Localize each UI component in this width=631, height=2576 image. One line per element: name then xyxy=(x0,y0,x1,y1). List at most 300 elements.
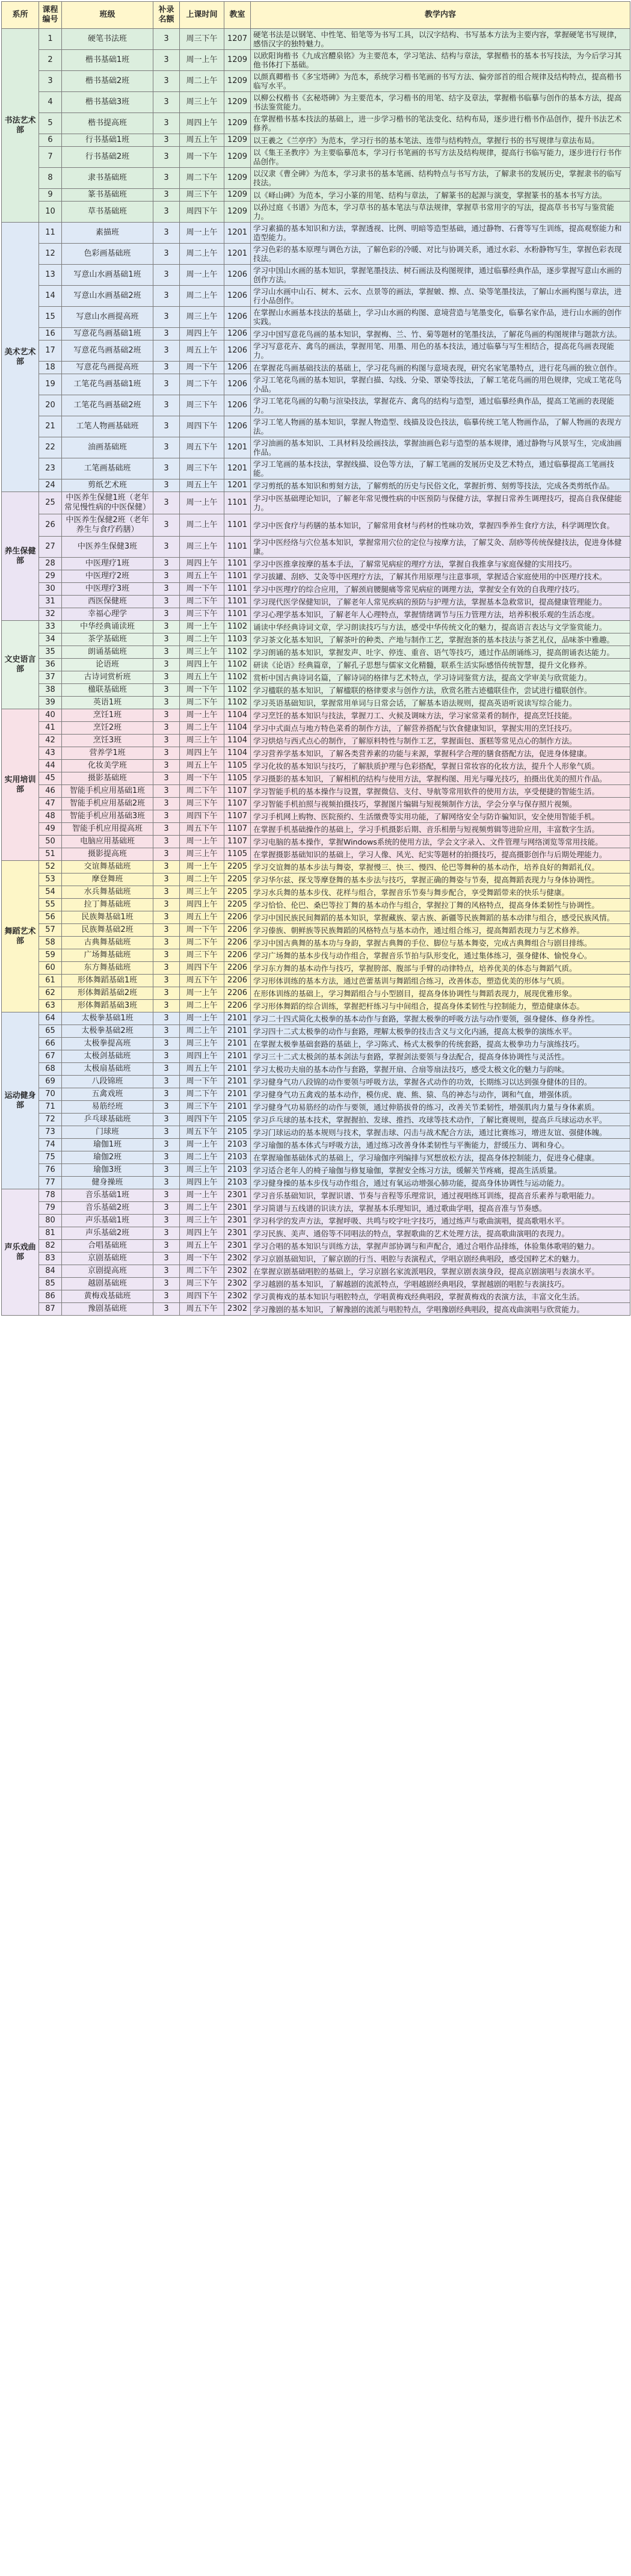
header-time: 上课时间 xyxy=(180,2,224,29)
table-row xyxy=(2,71,630,92)
cell-quota: 3 xyxy=(153,1101,180,1114)
cell-room: 1206 xyxy=(224,374,251,395)
cell-time: 周四下午 xyxy=(180,202,224,223)
cell-content: 学习音乐基础知识，掌握识谱、节奏与音程等乐理常识，通过视唱练耳训练，提高音乐素养与歌唱能力。 xyxy=(251,1189,630,1202)
cell-content: 学习写意花卉、禽鸟的画法，掌握用笔、用墨、用色的基本技法，通过临摹与写生相结合，提高花鸟画表现能力。 xyxy=(251,340,630,362)
cell-content: 学习健身气功八段锦的动作要领与呼吸方法，掌握各式动作的功效，长期练习以达到强身健体的目的。 xyxy=(251,1076,630,1088)
cell-class-name: 行书基础1班 xyxy=(62,134,153,147)
cell-class-name: 中医养生保健3班 xyxy=(62,537,153,558)
table-row xyxy=(2,1139,630,1151)
cell-time: 周一上午 xyxy=(180,492,224,514)
cell-quota: 3 xyxy=(153,570,180,583)
cell-content: 以欧阳询楷书《九成宫醴泉铭》为主要范本，学习笔法、结构与章法，掌握楷书的基本书写技法，为今后学习其他书体打下基础。 xyxy=(251,50,630,71)
cell-course-id: 5 xyxy=(39,113,62,134)
cell-class-name: 水兵舞基础班 xyxy=(62,886,153,899)
cell-course-id: 72 xyxy=(39,1114,62,1126)
cell-time: 周三下午 xyxy=(180,395,224,416)
cell-room: 1201 xyxy=(224,458,251,479)
cell-content: 学习健身气功易筋经的动作与要领，通过伸筋拔骨的练习，改善关节柔韧性，增强肌肉力量与身体素质。 xyxy=(251,1101,630,1114)
table-row xyxy=(2,911,630,924)
table-row xyxy=(2,307,630,328)
cell-class-name: 民族舞基础1班 xyxy=(62,911,153,924)
cell-time: 周五下午 xyxy=(180,1303,224,1316)
cell-room: 1209 xyxy=(224,92,251,113)
cell-quota: 3 xyxy=(153,899,180,911)
table-row xyxy=(2,1000,630,1012)
cell-content: 学习健身操的基本步伐与动作组合，通过有氧运动增强心肺功能，提高身体协调性与运动能力。 xyxy=(251,1177,630,1189)
cell-class-name: 音乐基础1班 xyxy=(62,1189,153,1202)
cell-room: 1107 xyxy=(224,785,251,798)
cell-course-id: 42 xyxy=(39,735,62,747)
cell-room: 2101 xyxy=(224,1088,251,1101)
cell-course-id: 31 xyxy=(39,596,62,608)
cell-quota: 3 xyxy=(153,874,180,886)
cell-content: 学习交谊舞的基本步法与舞姿，掌握慢三、快三、慢四、伦巴等舞种的基本动作，培养良好的舞蹈礼仪。 xyxy=(251,861,630,874)
cell-room: 2103 xyxy=(224,1164,251,1177)
cell-course-id: 8 xyxy=(39,168,62,189)
cell-time: 周二下午 xyxy=(180,785,224,798)
cell-class-name: 写意花鸟画提高班 xyxy=(62,362,153,374)
cell-quota: 3 xyxy=(153,1202,180,1215)
cell-content: 学习乒乓球的基本技术，掌握握拍、发球、推挡、攻球等技术动作，了解比赛规则，提高乒乓球运动水平。 xyxy=(251,1114,630,1126)
header-row xyxy=(2,2,630,29)
cell-class-name: 太极剑基础班 xyxy=(62,1050,153,1063)
cell-room: 1206 xyxy=(224,340,251,362)
table-row xyxy=(2,265,630,286)
cell-content: 学习摄影的基本知识，了解相机的结构与使用方法，掌握构图、用光与曝光技巧，拍摄出优美的照片作品。 xyxy=(251,772,630,785)
cell-course-id: 75 xyxy=(39,1151,62,1164)
cell-room: 2302 xyxy=(224,1253,251,1265)
cell-room: 1107 xyxy=(224,810,251,823)
cell-quota: 3 xyxy=(153,374,180,395)
cell-quota: 3 xyxy=(153,328,180,340)
cell-course-id: 3 xyxy=(39,71,62,92)
cell-class-name: 色彩画基础班 xyxy=(62,244,153,265)
cell-class-name: 烹饪3班 xyxy=(62,735,153,747)
cell-class-name: 篆书基础班 xyxy=(62,189,153,202)
cell-content: 学习化妆的基本知识与技巧，了解肤质护理与色彩搭配，掌握日常妆容的化妆方法，提升个人形象气质。 xyxy=(251,760,630,772)
cell-course-id: 40 xyxy=(39,709,62,722)
cell-course-id: 1 xyxy=(39,29,62,50)
cell-room: 2101 xyxy=(224,1012,251,1025)
cell-department: 舞蹈艺术部 xyxy=(2,861,39,1012)
cell-class-name: 智能手机应用基础3班 xyxy=(62,810,153,823)
cell-quota: 3 xyxy=(153,537,180,558)
cell-content: 学习形体训练的基本方法，通过芭蕾基训与舞蹈组合练习，改善体态，塑造优美的形体与气质。 xyxy=(251,975,630,987)
cell-time: 周三上午 xyxy=(180,735,224,747)
cell-time: 周二上午 xyxy=(180,722,224,735)
table-row xyxy=(2,1088,630,1101)
table-row xyxy=(2,861,630,874)
cell-class-name: 瑜伽1班 xyxy=(62,1139,153,1151)
cell-course-id: 30 xyxy=(39,583,62,596)
cell-room: 1206 xyxy=(224,362,251,374)
cell-course-id: 53 xyxy=(39,874,62,886)
table-row xyxy=(2,479,630,492)
cell-content: 在掌握花鸟画基础技法的基础上，学习花鸟画的构图与意境表现，研究名家笔墨特点，进行花鸟画的独立创作。 xyxy=(251,362,630,374)
cell-time: 周三下午 xyxy=(180,1101,224,1114)
cell-quota: 3 xyxy=(153,168,180,189)
cell-time: 周二上午 xyxy=(180,874,224,886)
cell-quota: 3 xyxy=(153,514,180,537)
cell-quota: 3 xyxy=(153,437,180,458)
cell-time: 周三下午 xyxy=(180,29,224,50)
cell-content: 学习水兵舞的基本步伐、花样与组合，掌握音乐节奏与舞步配合，享受舞蹈带来的快乐与健康。 xyxy=(251,886,630,899)
table-row xyxy=(2,671,630,684)
table-row xyxy=(2,1025,630,1038)
cell-class-name: 中医养生保健1班（老年常见慢性病的中医保健） xyxy=(62,492,153,514)
cell-content: 学习剪纸的基本知识和剪刻方法，了解剪纸的历史与民俗文化，掌握折剪、刻剪等技法，完成各类剪纸作品。 xyxy=(251,479,630,492)
cell-course-id: 22 xyxy=(39,437,62,458)
cell-content: 学习中医经络与穴位基本知识，掌握常用穴位的定位与按摩方法，了解艾灸、刮痧等传统保健技法，促进身体健康。 xyxy=(251,537,630,558)
cell-course-id: 85 xyxy=(39,1278,62,1290)
cell-course-id: 19 xyxy=(39,374,62,395)
cell-room: 1201 xyxy=(224,479,251,492)
cell-course-id: 10 xyxy=(39,202,62,223)
cell-room: 2302 xyxy=(224,1265,251,1278)
cell-quota: 3 xyxy=(153,735,180,747)
header-quota: 补录名额 xyxy=(153,2,180,29)
cell-time: 周三上午 xyxy=(180,646,224,659)
table-row xyxy=(2,492,630,514)
cell-course-id: 68 xyxy=(39,1063,62,1076)
cell-course-id: 71 xyxy=(39,1101,62,1114)
cell-room: 1107 xyxy=(224,823,251,836)
cell-class-name: 越剧基础班 xyxy=(62,1278,153,1290)
table-row xyxy=(2,874,630,886)
cell-content: 学习素描的基本知识和方法，掌握透视、比例、明暗等造型基础，通过静物、石膏等写生训练，提高观察能力和造型能力。 xyxy=(251,223,630,244)
cell-room: 1209 xyxy=(224,71,251,92)
cell-content: 在掌握京剧基础唱腔的基础上，学习京剧名家流派唱段，掌握京剧表演身段，提高京剧演唱与表演水平。 xyxy=(251,1265,630,1278)
cell-room: 2206 xyxy=(224,924,251,937)
table-row xyxy=(2,1114,630,1126)
cell-content: 在掌握手机基础操作的基础上，学习手机摄影后期、音乐相册与短视频剪辑等进阶应用，丰富数字生活。 xyxy=(251,823,630,836)
cell-class-name: 西医保健班 xyxy=(62,596,153,608)
cell-course-id: 21 xyxy=(39,416,62,437)
cell-course-id: 23 xyxy=(39,458,62,479)
cell-room: 1102 xyxy=(224,621,251,633)
cell-class-name: 幸福心理学 xyxy=(62,608,153,621)
cell-quota: 3 xyxy=(153,924,180,937)
cell-department: 实用培训部 xyxy=(2,709,39,861)
cell-class-name: 交谊舞基础班 xyxy=(62,861,153,874)
cell-room: 1206 xyxy=(224,328,251,340)
cell-content: 以《峄山碑》为范本，学习小篆的用笔、结构与章法，了解篆书的起源与演变，掌握篆书的基本书写方法。 xyxy=(251,189,630,202)
cell-room: 1104 xyxy=(224,709,251,722)
cell-content: 学习中国写意花鸟画的基本知识，掌握梅、兰、竹、菊等题材的笔墨技法，了解花鸟画的构图规律与题款方法。 xyxy=(251,328,630,340)
cell-content: 学习科学的发声方法，掌握呼吸、共鸣与咬字吐字技巧，通过练声与歌曲演唱，提高歌唱水平。 xyxy=(251,1215,630,1227)
cell-content: 学习黄梅戏的基本知识与唱腔特点，学唱黄梅戏经典唱段，掌握黄梅戏的表演方法，丰富文化生活。 xyxy=(251,1290,630,1303)
cell-quota: 3 xyxy=(153,1177,180,1189)
cell-quota: 3 xyxy=(153,223,180,244)
cell-content: 赏析中国古典诗词名篇，了解诗词的格律与艺术特点，学习诗词鉴赏方法，提高文学审美与欣赏能力。 xyxy=(251,671,630,684)
table-row xyxy=(2,558,630,570)
cell-time: 周二上午 xyxy=(180,244,224,265)
table-row xyxy=(2,975,630,987)
cell-class-name: 楷书基础1班 xyxy=(62,50,153,71)
cell-content: 学习拔罐、刮痧、艾灸等中医理疗方法，了解其作用原理与注意事项，掌握适合家庭使用的中医理疗技术。 xyxy=(251,570,630,583)
cell-course-id: 20 xyxy=(39,395,62,416)
cell-room: 2301 xyxy=(224,1189,251,1202)
cell-content: 学习工笔花鸟画的勾勒与渲染技法，掌握花卉、禽鸟的结构与造型，通过临摹经典作品，提高工笔画的表现能力。 xyxy=(251,395,630,416)
table-row xyxy=(2,760,630,772)
cell-course-id: 45 xyxy=(39,772,62,785)
cell-room: 2101 xyxy=(224,1025,251,1038)
cell-class-name: 瑜伽3班 xyxy=(62,1164,153,1177)
cell-quota: 3 xyxy=(153,975,180,987)
cell-room: 2301 xyxy=(224,1240,251,1253)
cell-time: 周四下午 xyxy=(180,1114,224,1126)
cell-class-name: 行书基础2班 xyxy=(62,147,153,168)
cell-course-id: 6 xyxy=(39,134,62,147)
cell-quota: 3 xyxy=(153,785,180,798)
cell-quota: 3 xyxy=(153,1088,180,1101)
cell-room: 1209 xyxy=(224,147,251,168)
cell-time: 周三上午 xyxy=(180,92,224,113)
cell-time: 周一上午 xyxy=(180,1012,224,1025)
cell-course-id: 33 xyxy=(39,621,62,633)
cell-content: 在掌握摄影基础知识的基础上，学习人像、风光、纪实等题材的拍摄技巧，提高摄影创作与后期处理能力。 xyxy=(251,848,630,861)
cell-content: 学习色彩的基本原理与调色方法，了解色彩的冷暖、对比与协调关系，通过水彩、水粉静物写生，掌握色彩表现技法。 xyxy=(251,244,630,265)
cell-room: 1102 xyxy=(224,646,251,659)
cell-room: 2205 xyxy=(224,899,251,911)
cell-course-id: 78 xyxy=(39,1189,62,1202)
cell-time: 周五上午 xyxy=(180,340,224,362)
cell-course-id: 35 xyxy=(39,646,62,659)
cell-class-name: 素描班 xyxy=(62,223,153,244)
cell-content: 学习中医食疗与药膳的基本知识，了解常用食材与药材的性味功效，掌握四季养生食疗方法，科学调理饮食。 xyxy=(251,514,630,537)
cell-time: 周二下午 xyxy=(180,697,224,709)
table-row xyxy=(2,168,630,189)
cell-content: 学习烘焙与西式点心的制作，了解原料特性与制作工艺，掌握面包、蛋糕等常见点心的制作方法。 xyxy=(251,735,630,747)
cell-time: 周三下午 xyxy=(180,458,224,479)
cell-class-name: 油画基础班 xyxy=(62,437,153,458)
table-row xyxy=(2,362,630,374)
table-row xyxy=(2,1151,630,1164)
cell-room: 1101 xyxy=(224,596,251,608)
table-row xyxy=(2,1164,630,1177)
cell-quota: 3 xyxy=(153,479,180,492)
cell-room: 1102 xyxy=(224,697,251,709)
table-row xyxy=(2,798,630,810)
cell-quota: 3 xyxy=(153,722,180,735)
cell-class-name: 五禽戏班 xyxy=(62,1088,153,1101)
cell-quota: 3 xyxy=(153,1278,180,1290)
cell-class-name: 工笔花鸟画基础2班 xyxy=(62,395,153,416)
cell-time: 周一上午 xyxy=(180,1139,224,1151)
cell-course-id: 38 xyxy=(39,684,62,697)
cell-time: 周五上午 xyxy=(180,134,224,147)
cell-content: 学习营养学基本知识，了解各类营养素的功能与来源，掌握科学合理的膳食搭配方法，促进身体健康。 xyxy=(251,747,630,760)
cell-course-id: 76 xyxy=(39,1164,62,1177)
cell-time: 周五上午 xyxy=(180,570,224,583)
cell-quota: 3 xyxy=(153,823,180,836)
cell-quota: 3 xyxy=(153,798,180,810)
cell-content: 在掌握瑜伽基础体式的基础上，学习瑜伽序列编排与冥想放松方法，提高身体控制能力，促进身心健康。 xyxy=(251,1151,630,1164)
table-row xyxy=(2,570,630,583)
cell-room: 2206 xyxy=(224,975,251,987)
cell-course-id: 37 xyxy=(39,671,62,684)
cell-class-name: 智能手机应用基础2班 xyxy=(62,798,153,810)
cell-class-name: 声乐基础2班 xyxy=(62,1227,153,1240)
cell-class-name: 营养学1班 xyxy=(62,747,153,760)
cell-room: 1105 xyxy=(224,760,251,772)
cell-time: 周五下午 xyxy=(180,1126,224,1139)
table-row xyxy=(2,937,630,949)
cell-course-id: 18 xyxy=(39,362,62,374)
cell-course-id: 80 xyxy=(39,1215,62,1227)
cell-room: 2101 xyxy=(224,1038,251,1050)
cell-class-name: 写意花鸟画基础2班 xyxy=(62,340,153,362)
cell-class-name: 楷书基础2班 xyxy=(62,71,153,92)
cell-content: 以柳公权楷书《玄秘塔碑》为主要范本，学习楷书的用笔、结字及章法，掌握楷书临摹与创作的基本方法，提高书法鉴赏能力。 xyxy=(251,92,630,113)
cell-room: 2105 xyxy=(224,1114,251,1126)
cell-class-name: 烹饪2班 xyxy=(62,722,153,735)
cell-class-name: 豫剧基础班 xyxy=(62,1303,153,1316)
cell-time: 周二上午 xyxy=(180,633,224,646)
cell-quota: 3 xyxy=(153,886,180,899)
cell-content: 学习英语基础知识，掌握常用单词与日常会话，了解基本语法规则，提高英语听说读写综合能力。 xyxy=(251,697,630,709)
cell-course-id: 13 xyxy=(39,265,62,286)
cell-room: 2205 xyxy=(224,861,251,874)
cell-time: 周五上午 xyxy=(180,1240,224,1253)
table-row xyxy=(2,810,630,823)
cell-class-name: 电脑应用基础班 xyxy=(62,836,153,848)
cell-quota: 3 xyxy=(153,962,180,975)
cell-quota: 3 xyxy=(153,987,180,1000)
cell-room: 1107 xyxy=(224,798,251,810)
cell-class-name: 摄影基础班 xyxy=(62,772,153,785)
cell-time: 周四上午 xyxy=(180,1177,224,1189)
cell-time: 周一上午 xyxy=(180,265,224,286)
cell-class-name: 健身操班 xyxy=(62,1177,153,1189)
cell-quota: 3 xyxy=(153,71,180,92)
cell-quota: 3 xyxy=(153,1000,180,1012)
cell-quota: 3 xyxy=(153,134,180,147)
cell-course-id: 87 xyxy=(39,1303,62,1316)
cell-course-id: 29 xyxy=(39,570,62,583)
cell-class-name: 论语班 xyxy=(62,659,153,671)
cell-room: 1105 xyxy=(224,772,251,785)
cell-course-id: 49 xyxy=(39,823,62,836)
cell-department: 美术艺术部 xyxy=(2,223,39,492)
header-dept: 系所 xyxy=(2,2,39,29)
cell-quota: 3 xyxy=(153,937,180,949)
cell-time: 周三下午 xyxy=(180,798,224,810)
cell-quota: 3 xyxy=(153,836,180,848)
cell-course-id: 12 xyxy=(39,244,62,265)
table-row xyxy=(2,621,630,633)
cell-time: 周五上午 xyxy=(180,1063,224,1076)
cell-time: 周三上午 xyxy=(180,1215,224,1227)
cell-time: 周一下午 xyxy=(180,583,224,596)
cell-time: 周二上午 xyxy=(180,1025,224,1038)
cell-room: 1201 xyxy=(224,223,251,244)
cell-quota: 3 xyxy=(153,458,180,479)
cell-time: 周二下午 xyxy=(180,168,224,189)
cell-quota: 3 xyxy=(153,583,180,596)
cell-room: 1101 xyxy=(224,583,251,596)
cell-time: 周一下午 xyxy=(180,1253,224,1265)
cell-class-name: 太极拳基础2班 xyxy=(62,1025,153,1038)
table-row xyxy=(2,395,630,416)
table-row xyxy=(2,1303,630,1316)
cell-class-name: 智能手机应用提高班 xyxy=(62,823,153,836)
cell-time: 周一上午 xyxy=(180,861,224,874)
table-row xyxy=(2,697,630,709)
cell-content: 学习民族、美声、通俗等不同唱法的特点，掌握歌曲的艺术处理方法，提高歌曲演唱的表现力。 xyxy=(251,1227,630,1240)
cell-content: 研读《论语》经典篇章，了解孔子思想与儒家文化精髓，联系生活实际感悟传统智慧，提升文化修养。 xyxy=(251,659,630,671)
table-row xyxy=(2,987,630,1000)
cell-course-id: 43 xyxy=(39,747,62,760)
cell-time: 周二上午 xyxy=(180,1151,224,1164)
cell-room: 2206 xyxy=(224,937,251,949)
cell-content: 在掌握楷书基本技法的基础上，进一步学习楷书的笔法变化、结构布局，逐步进行楷书作品创作，提升书法艺术修养。 xyxy=(251,113,630,134)
cell-room: 1107 xyxy=(224,836,251,848)
cell-content: 学习简谱与五线谱的识读方法，掌握基本乐理知识，通过歌曲学唱，提高音准与节奏感。 xyxy=(251,1202,630,1215)
table-row xyxy=(2,722,630,735)
cell-time: 周四上午 xyxy=(180,113,224,134)
cell-room: 1105 xyxy=(224,848,251,861)
cell-room: 1101 xyxy=(224,558,251,570)
table-row xyxy=(2,735,630,747)
cell-room: 1209 xyxy=(224,189,251,202)
cell-room: 1206 xyxy=(224,286,251,307)
cell-course-id: 69 xyxy=(39,1076,62,1088)
cell-time: 周二下午 xyxy=(180,374,224,395)
cell-time: 周五下午 xyxy=(180,437,224,458)
course-table xyxy=(1,1,630,1316)
cell-content: 学习烹饪的基本知识与技法，掌握刀工、火候及调味方法，学习家常菜肴的制作，提高烹饪技能。 xyxy=(251,709,630,722)
cell-quota: 3 xyxy=(153,113,180,134)
cell-quota: 3 xyxy=(153,92,180,113)
cell-time: 周五上午 xyxy=(180,911,224,924)
cell-time: 周二上午 xyxy=(180,71,224,92)
cell-room: 2206 xyxy=(224,987,251,1000)
cell-course-id: 67 xyxy=(39,1050,62,1063)
cell-time: 周二下午 xyxy=(180,937,224,949)
cell-course-id: 14 xyxy=(39,286,62,307)
table-row xyxy=(2,1290,630,1303)
cell-course-id: 82 xyxy=(39,1240,62,1253)
cell-course-id: 55 xyxy=(39,899,62,911)
cell-course-id: 47 xyxy=(39,798,62,810)
cell-content: 学习豫剧的基本知识，了解豫剧的流派与唱腔特点，学唱豫剧经典唱段，提高戏曲演唱与欣赏能力。 xyxy=(251,1303,630,1316)
cell-content: 学习京剧基础知识，了解京剧的行当、唱腔与表演程式，学唱京剧经典唱段，感受国粹艺术的魅力。 xyxy=(251,1253,630,1265)
cell-time: 周四下午 xyxy=(180,810,224,823)
cell-quota: 3 xyxy=(153,244,180,265)
table-row xyxy=(2,223,630,244)
cell-time: 周五下午 xyxy=(180,823,224,836)
cell-content: 学习油画的基本知识、工具材料及绘画技法，掌握油画色彩与造型的基本规律，通过静物与风景写生，完成油画作品。 xyxy=(251,437,630,458)
cell-room: 2301 xyxy=(224,1227,251,1240)
cell-quota: 3 xyxy=(153,684,180,697)
cell-room: 2302 xyxy=(224,1303,251,1316)
table-row xyxy=(2,1126,630,1139)
table-row xyxy=(2,949,630,962)
cell-time: 周五上午 xyxy=(180,671,224,684)
cell-quota: 3 xyxy=(153,848,180,861)
table-row xyxy=(2,836,630,848)
cell-course-id: 57 xyxy=(39,924,62,937)
cell-course-id: 27 xyxy=(39,537,62,558)
table-row xyxy=(2,374,630,395)
table-row xyxy=(2,1177,630,1189)
cell-content: 学习中国古典舞的基本功与身韵，掌握古典舞的手位、脚位与基本舞姿，完成古典舞组合与剧目排练。 xyxy=(251,937,630,949)
cell-course-id: 81 xyxy=(39,1227,62,1240)
cell-content: 以《集王圣教序》为主要临摹范本，学习行书笔画的书写方法及结构规律，提高行书临写能力，逐步进行行书作品创作。 xyxy=(251,147,630,168)
cell-room: 2101 xyxy=(224,1076,251,1088)
